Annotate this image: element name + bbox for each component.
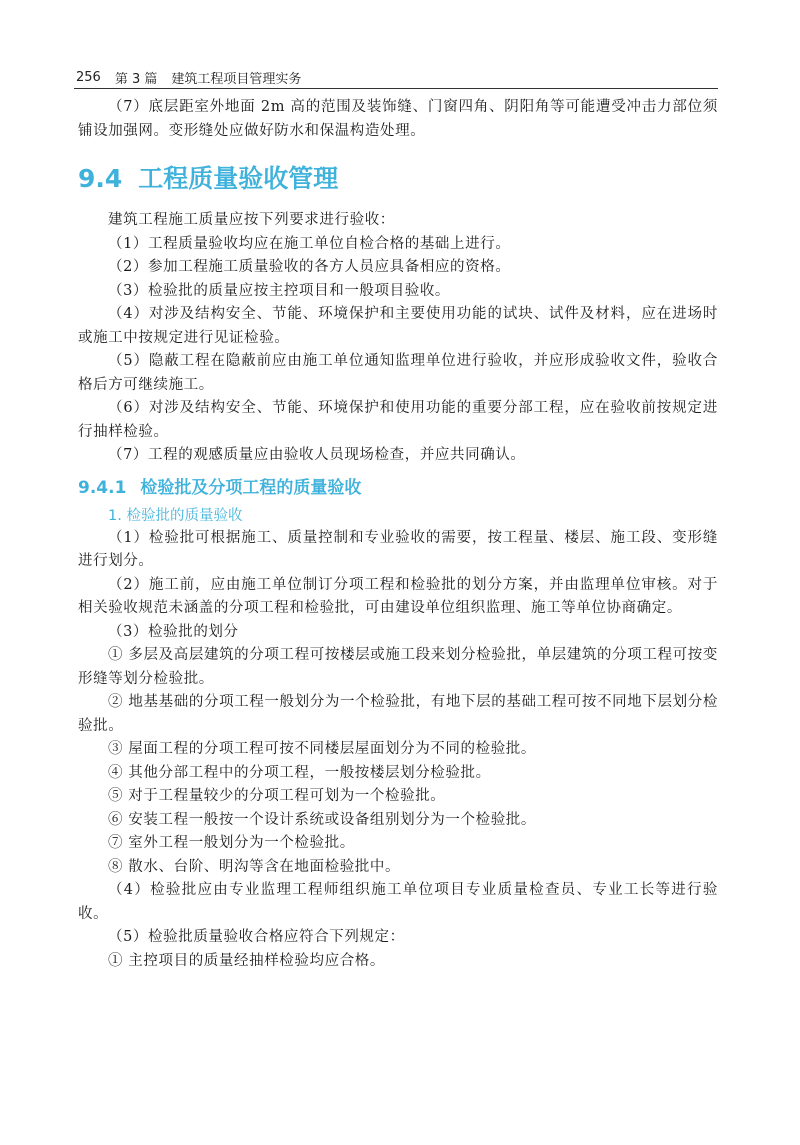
- section-item: （4）对涉及结构安全、节能、环境保护和主要使用功能的试块、试件及材料，应在进场时或施工中按规定进行见证检验。: [78, 306, 718, 346]
- section-item: （1）工程质量验收均应在施工单位自检合格的基础上进行。: [108, 235, 511, 252]
- subheading: 1. 检验批的质量验收: [108, 507, 243, 524]
- body-paragraph: ⑦ 室外工程一般划分为一个检验批。: [108, 835, 355, 851]
- part-label: 第 3 篇: [114, 72, 158, 87]
- body-paragraph: ① 多层及高层建筑的分项工程可按楼层或施工段来划分检验批，单层建筑的分项工程可按变形缝等划分检验批。: [78, 647, 718, 687]
- body-paragraph: （3）检验批的划分: [108, 623, 239, 640]
- subsection-heading: [78, 475, 718, 501]
- body-paragraph: （4）检验批应由专业监理工程师组织施工单位项目专业质量检查员、专业工长等进行验收。: [78, 882, 718, 922]
- body-paragraph: ⑤ 对于工程量较少的分项工程可划为一个检验批。: [108, 788, 446, 804]
- section-lead: 建筑工程施工质量应按下列要求进行验收：: [108, 212, 395, 228]
- header-divider: [74, 88, 718, 89]
- section-number: 9.4: [78, 164, 123, 193]
- intro-paragraph: （7）底层距室外地面 2m 高的范围及装饰缝、门窗四角、阴阳角等可能遭受冲击力部位须铺设加强网。变形缝处应做好防水和保温构造处理。: [78, 99, 718, 139]
- section-title: 工程质量验收管理: [138, 164, 339, 193]
- body-paragraph: ④ 其他分部工程中的分项工程，一般按楼层划分检验批。: [108, 764, 491, 781]
- section-item: （3）检验批的质量应按主控项目和一般项目验收。: [108, 282, 451, 299]
- book-title: 建筑工程项目管理实务: [171, 72, 302, 87]
- body-paragraph: （5）检验批质量验收合格应符合下列规定：: [108, 929, 405, 945]
- subsection-title: 检验批及分项工程的质量验收: [140, 477, 362, 498]
- page-number: 256: [76, 70, 101, 85]
- subsection-number: 9.4.1: [78, 477, 127, 498]
- body-paragraph: ② 地基基础的分项工程一般划分为一个检验批，有地下层的基础工程可按不同地下层划分检验批。: [78, 694, 718, 734]
- page-body: [78, 96, 718, 973]
- body-paragraph: （1）检验批可根据施工、质量控制和专业验收的需要，按工程量、楼层、施工段、变形缝进行划分。: [78, 529, 718, 569]
- body-paragraph: （2）施工前，应由施工单位制订分项工程和检验批的划分方案，并由监理单位审核。对于相关验收规范未涵盖的分项工程和检验批，可由建设单位组织监理、施工等单位协商确定。: [78, 576, 718, 616]
- page-header: [76, 68, 716, 87]
- section-item: （5）隐蔽工程在隐蔽前应由施工单位通知监理单位进行验收，并应形成验收文件，验收合格后方可继续施工。: [78, 353, 718, 393]
- section-item: （6）对涉及结构安全、节能、环境保护和使用功能的重要分部工程，应在验收前按规定进行抽样检验。: [78, 400, 718, 440]
- section-item: （7）工程的观感质量应由验收人员现场检查，并应共同确认。: [108, 447, 526, 463]
- body-paragraph: ⑥ 安装工程一般按一个设计系统或设备组别划分为一个检验批。: [108, 811, 537, 828]
- body-paragraph: ⑧ 散水、台阶、明沟等含在地面检验批中。: [108, 858, 401, 875]
- section-heading: [78, 163, 718, 195]
- section-item: （2）参加工程施工质量验收的各方人员应具备相应的资格。: [108, 259, 511, 275]
- body-paragraph: ③ 屋面工程的分项工程可按不同楼层屋面划分为不同的检验批。: [108, 741, 537, 757]
- body-paragraph: ① 主控项目的质量经抽样检验均应合格。: [108, 952, 386, 969]
